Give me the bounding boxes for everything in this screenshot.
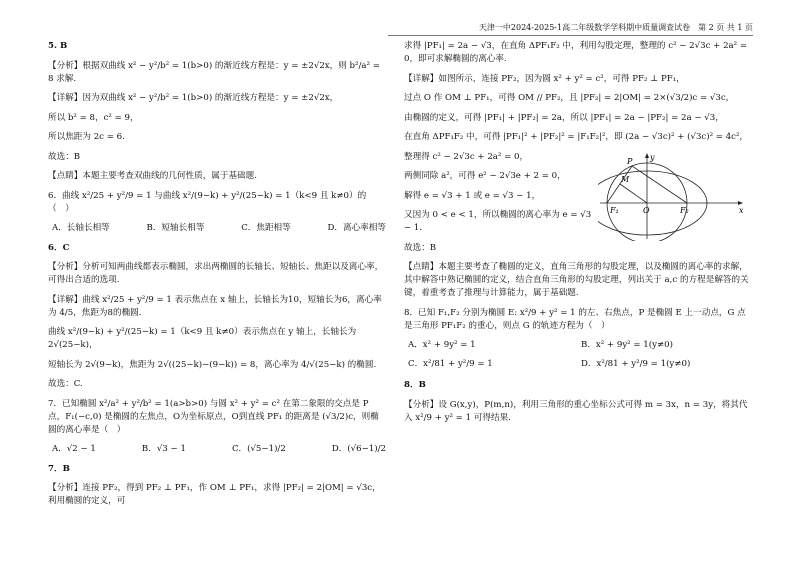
detail-7-line3: 由椭圆的定义，可得 |PF₁| + |PF₂| = 2a，所以 |PF₁| = 2a − |PF₂| = 2a − √3， [404,112,724,123]
detail-7-line4: 在直角 ΔPF₁F₂ 中，可得 |PF₁|² + |PF₂|² = |F₁F₂|²，即 (2a − √3c)² + (√3c)² = 4c²， [404,132,749,142]
option-d: D．(√6−1)/2 [331,444,386,454]
x-axis-arrow [738,201,743,205]
detail-6-line4: 故选：C. [48,379,83,389]
label-o: O [643,205,650,215]
option-c: C．x²/81 + y²/9 = 1 [408,359,493,369]
segment-om [620,184,647,203]
label-m: M [621,174,630,184]
label-x: x [739,205,744,215]
option-b: B．短轴长相等 [146,223,205,233]
detail-5-line1: 所以 b² = 8，c² = 9， [48,112,139,123]
detail-7-line8: 又因为 0 < e < 1，所以椭圆的离心率为 e = √3 − 1. [404,210,592,233]
detail-7: 【详解】如图所示，连接 PF₂，因为圆 x² + y² = c²，可得 PF₂ ⊥ PF₁， [404,73,685,84]
option-b: B．√3 − 1 [141,444,186,454]
detail-7-line5: 整理得 c² − 2√3c + 2a² = 0， [404,151,529,162]
label-f1: F₁ [610,205,619,215]
analysis-6: 【分析】分析可知两曲线都表示椭圆，求出两椭圆的长轴长、短轴长、焦距以及离心率，可得出合适的选项. [48,262,384,285]
detail-6-line2: 曲线 x²/(9−k) + y²/(25−k) = 1（k<9 且 k≠0）表示焦点在 y 轴上，长轴长为 2√(25−k)， [48,327,357,350]
detail-7-line7: 解得 e = √3 + 1 或 e = √3 − 1， [404,190,541,201]
detail-7-line2: 过点 O 作 OM ⊥ PF₁，可得 OM // PF₂，且 |PF₂| = 2|OM| = 2×(√3/2)c = √3c， [404,93,735,103]
label-f2: F₂ [680,205,689,215]
answer-6: 6．C [48,242,70,253]
detail-5: 【详解】因为双曲线 x² − y²/b² = 1(b>0) 的渐近线方程是：y = ±2√2x， [48,93,339,103]
label-y: y [650,152,655,162]
right-column [404,40,754,431]
figure-area [404,151,754,255]
page-header: 天津一中2024-2025-1高二年级数学学科期中质量调查试卷 第 2 页 共 1 页 [388,22,753,36]
question-7-options [48,443,386,456]
segment-pf1 [607,166,632,203]
detail-5-line3: 故选：B [48,151,81,162]
comment-5: 【点睛】本题主要考查双曲线的几何性质，属于基础题. [48,171,257,181]
question-6-options [48,222,386,235]
answer-8: 8．B [404,380,426,390]
analysis-5: 【分析】根据双曲线 x² − y²/b² = 1(b>0) 的渐近线方程是：y = ±2√2x，则 b²/a² = 8 求解. [48,60,380,84]
option-a: A．√2 − 1 [52,444,96,454]
option-d: D．离心率相等 [327,223,386,233]
detail-5-line2: 所以焦距为 2c = 6. [48,132,125,142]
analysis-7-cont: 求得 |PF₁| = 2a − √3，在直角 ΔPF₁F₂ 中，利用勾股定理，整理的 c² − 2√3c + 2a² = 0，即可求解椭圆的离心率. [404,41,748,64]
option-b: B．x² + 9y² = 1(y≠0) [581,340,673,350]
answer-7: 7．B [48,463,70,474]
detail-7-line6: 两侧同除 a²，可得 e² − 2√3e + 2 = 0， [404,171,566,181]
analysis-8: 【分析】设 G(x,y)，P(m,n)，利用三角形的重心坐标公式可得 m = 3x，n = 3y，将其代入 x²/9 + y² = 1 可得结果. [404,399,748,423]
answer-5: 5. B [48,41,68,51]
comment-7: 【点睛】本题主要考查了椭圆的定义，直角三角形的勾股定理，以及椭圆的离心率的求解，其中解答中熟记椭圆的定义，结合直角三角形的勾股定理，列出关于 a,c 的方程是解答的关键，着重考查了推理与计算能力，属于基础题. [404,262,749,298]
option-c: C．(√5−1)/2 [231,444,286,454]
y-axis-arrow [645,153,649,158]
option-a: A．x² + 9y² = 1 [408,340,476,350]
question-6: 6．曲线 x²/25 + y²/9 = 1 与曲线 x²/(9−k) + y²/(25−k) = 1（k<9 且 k≠0）的（ ） [48,190,367,214]
question-7: 7．已知椭圆 x²/a² + y²/b² = 1(a>b>0) 与圆 x² + y² = c² 在第二象限的交点是 P 点，F₁(−c,0) 是椭圆的左焦点，O为坐标原点，O到直线 PF₁ 的距离是 (√3/2)c，则椭圆的离心率是（ ） [48,398,379,435]
detail-7-line9: 故选：B [404,242,437,253]
option-a: A．长轴长相等 [52,223,110,233]
label-p: P [627,156,633,166]
detail-6: 【详解】曲线 x²/25 + y²/9 = 1 表示焦点在 x 轴上，长轴长为10，短轴长为6，离心率为 4/5，焦距为8的椭圆. [48,294,382,318]
analysis-7: 【分析】连接 PF₂，得到 PF₂ ⊥ PF₁，作 OM ⊥ PF₁，求得 |PF₂| = 2|OM| = √3c，利用椭圆的定义，可 [48,483,381,506]
question-8: 8．已知 F₁,F₂ 分别为椭圆 E: x²/9 + y² = 1 的左、右焦点，P 是椭圆 E 上一动点，G 点是三角形 PF₁F₂ 的重心，则点 G 的轨迹方程为（ ） [404,307,746,331]
option-d: D．x²/81 + y²/9 = 1(y≠0) [581,359,691,369]
question-8-options [404,339,754,371]
option-c: C．焦距相等 [241,223,291,233]
ellipse-figure [598,151,748,241]
detail-6-line3: 短轴长为 2√(9−k)，焦距为 2√((25−k)−(9−k)) = 8，离心率为 4/√(25−k) 的椭圆. [48,359,377,370]
left-column [48,40,386,515]
